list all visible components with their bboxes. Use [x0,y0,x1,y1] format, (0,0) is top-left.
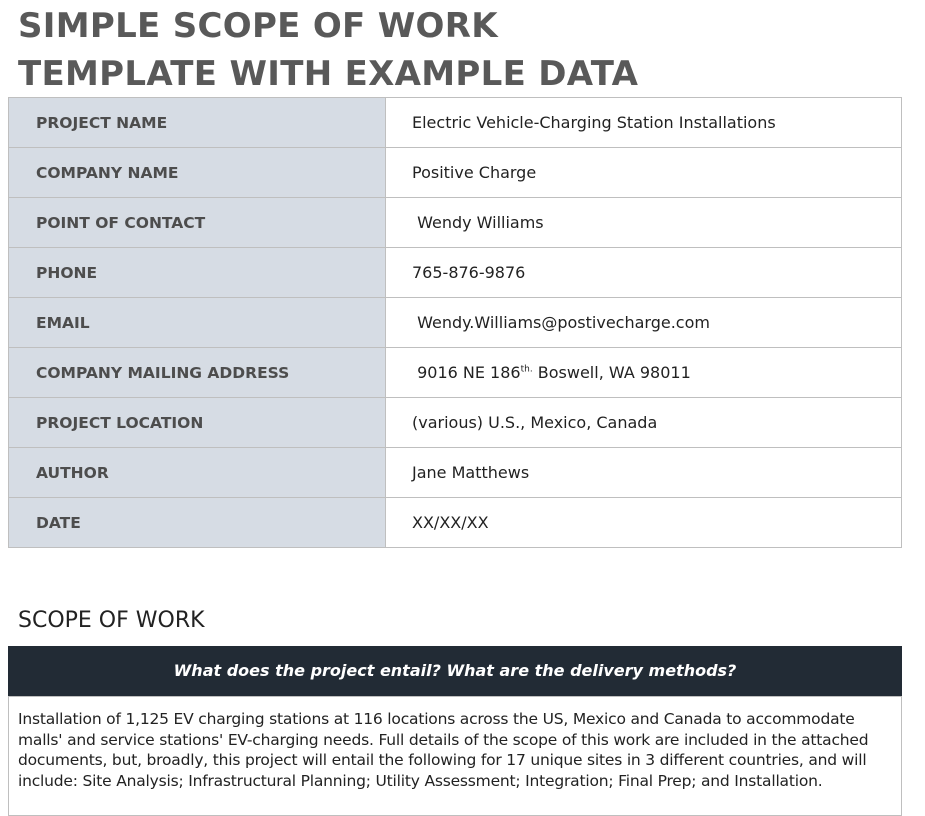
author-label: AUTHOR [9,448,386,498]
table-row [9,398,902,448]
table-row [9,148,902,198]
company-name-label: COMPANY NAME [9,148,386,198]
email-value[interactable]: Wendy.Williams@postivecharge.com [386,298,902,348]
document-title-line-2: TEMPLATE WITH EXAMPLE DATA [18,54,639,94]
point-of-contact-value[interactable]: Wendy Williams [386,198,902,248]
table-row [9,348,902,398]
project-info-table [8,97,902,548]
company-mailing-address-value[interactable] [386,348,902,398]
point-of-contact-label: POINT OF CONTACT [9,198,386,248]
company-mailing-address-label: COMPANY MAILING ADDRESS [9,348,386,398]
scope-description-field[interactable]: Installation of 1,125 EV charging stations at 116 locations across the US, Mexico and Canada to accommodate malls' and service stations' EV-charging needs. Full details of the scope of this work are included in the attached documents, but, broadly, this project will entail the following for 17 unique sites in 3 different countries, and will include: Site Analysis; Infrastructural Planning; Utility Assessment; Integration; Final Prep; and Installation. [8,696,902,816]
address-street: 9016 NE 186 [412,363,521,382]
document-title [18,2,638,98]
address-city-state-zip: Boswell, WA 98011 [532,363,691,382]
date-label: DATE [9,498,386,548]
company-name-value[interactable]: Positive Charge [386,148,902,198]
table-row [9,298,902,348]
table-row [9,498,902,548]
phone-value[interactable]: 765-876-9876 [386,248,902,298]
table-row [9,198,902,248]
email-label: EMAIL [9,298,386,348]
author-value[interactable]: Jane Matthews [386,448,902,498]
scope-question-bar: What does the project entail? What are the delivery methods? [8,646,902,696]
address-ordinal-suffix: th. [520,364,533,375]
project-location-label: PROJECT LOCATION [9,398,386,448]
project-name-label: PROJECT NAME [9,98,386,148]
table-row [9,98,902,148]
date-value[interactable]: XX/XX/XX [386,498,902,548]
project-name-value[interactable]: Electric Vehicle-Charging Station Installations [386,98,902,148]
phone-label: PHONE [9,248,386,298]
project-location-value[interactable]: (various) U.S., Mexico, Canada [386,398,902,448]
table-row [9,448,902,498]
document-title-line-1: SIMPLE SCOPE OF WORK [18,6,498,46]
scope-of-work-heading: SCOPE OF WORK [18,608,205,633]
table-row [9,248,902,298]
